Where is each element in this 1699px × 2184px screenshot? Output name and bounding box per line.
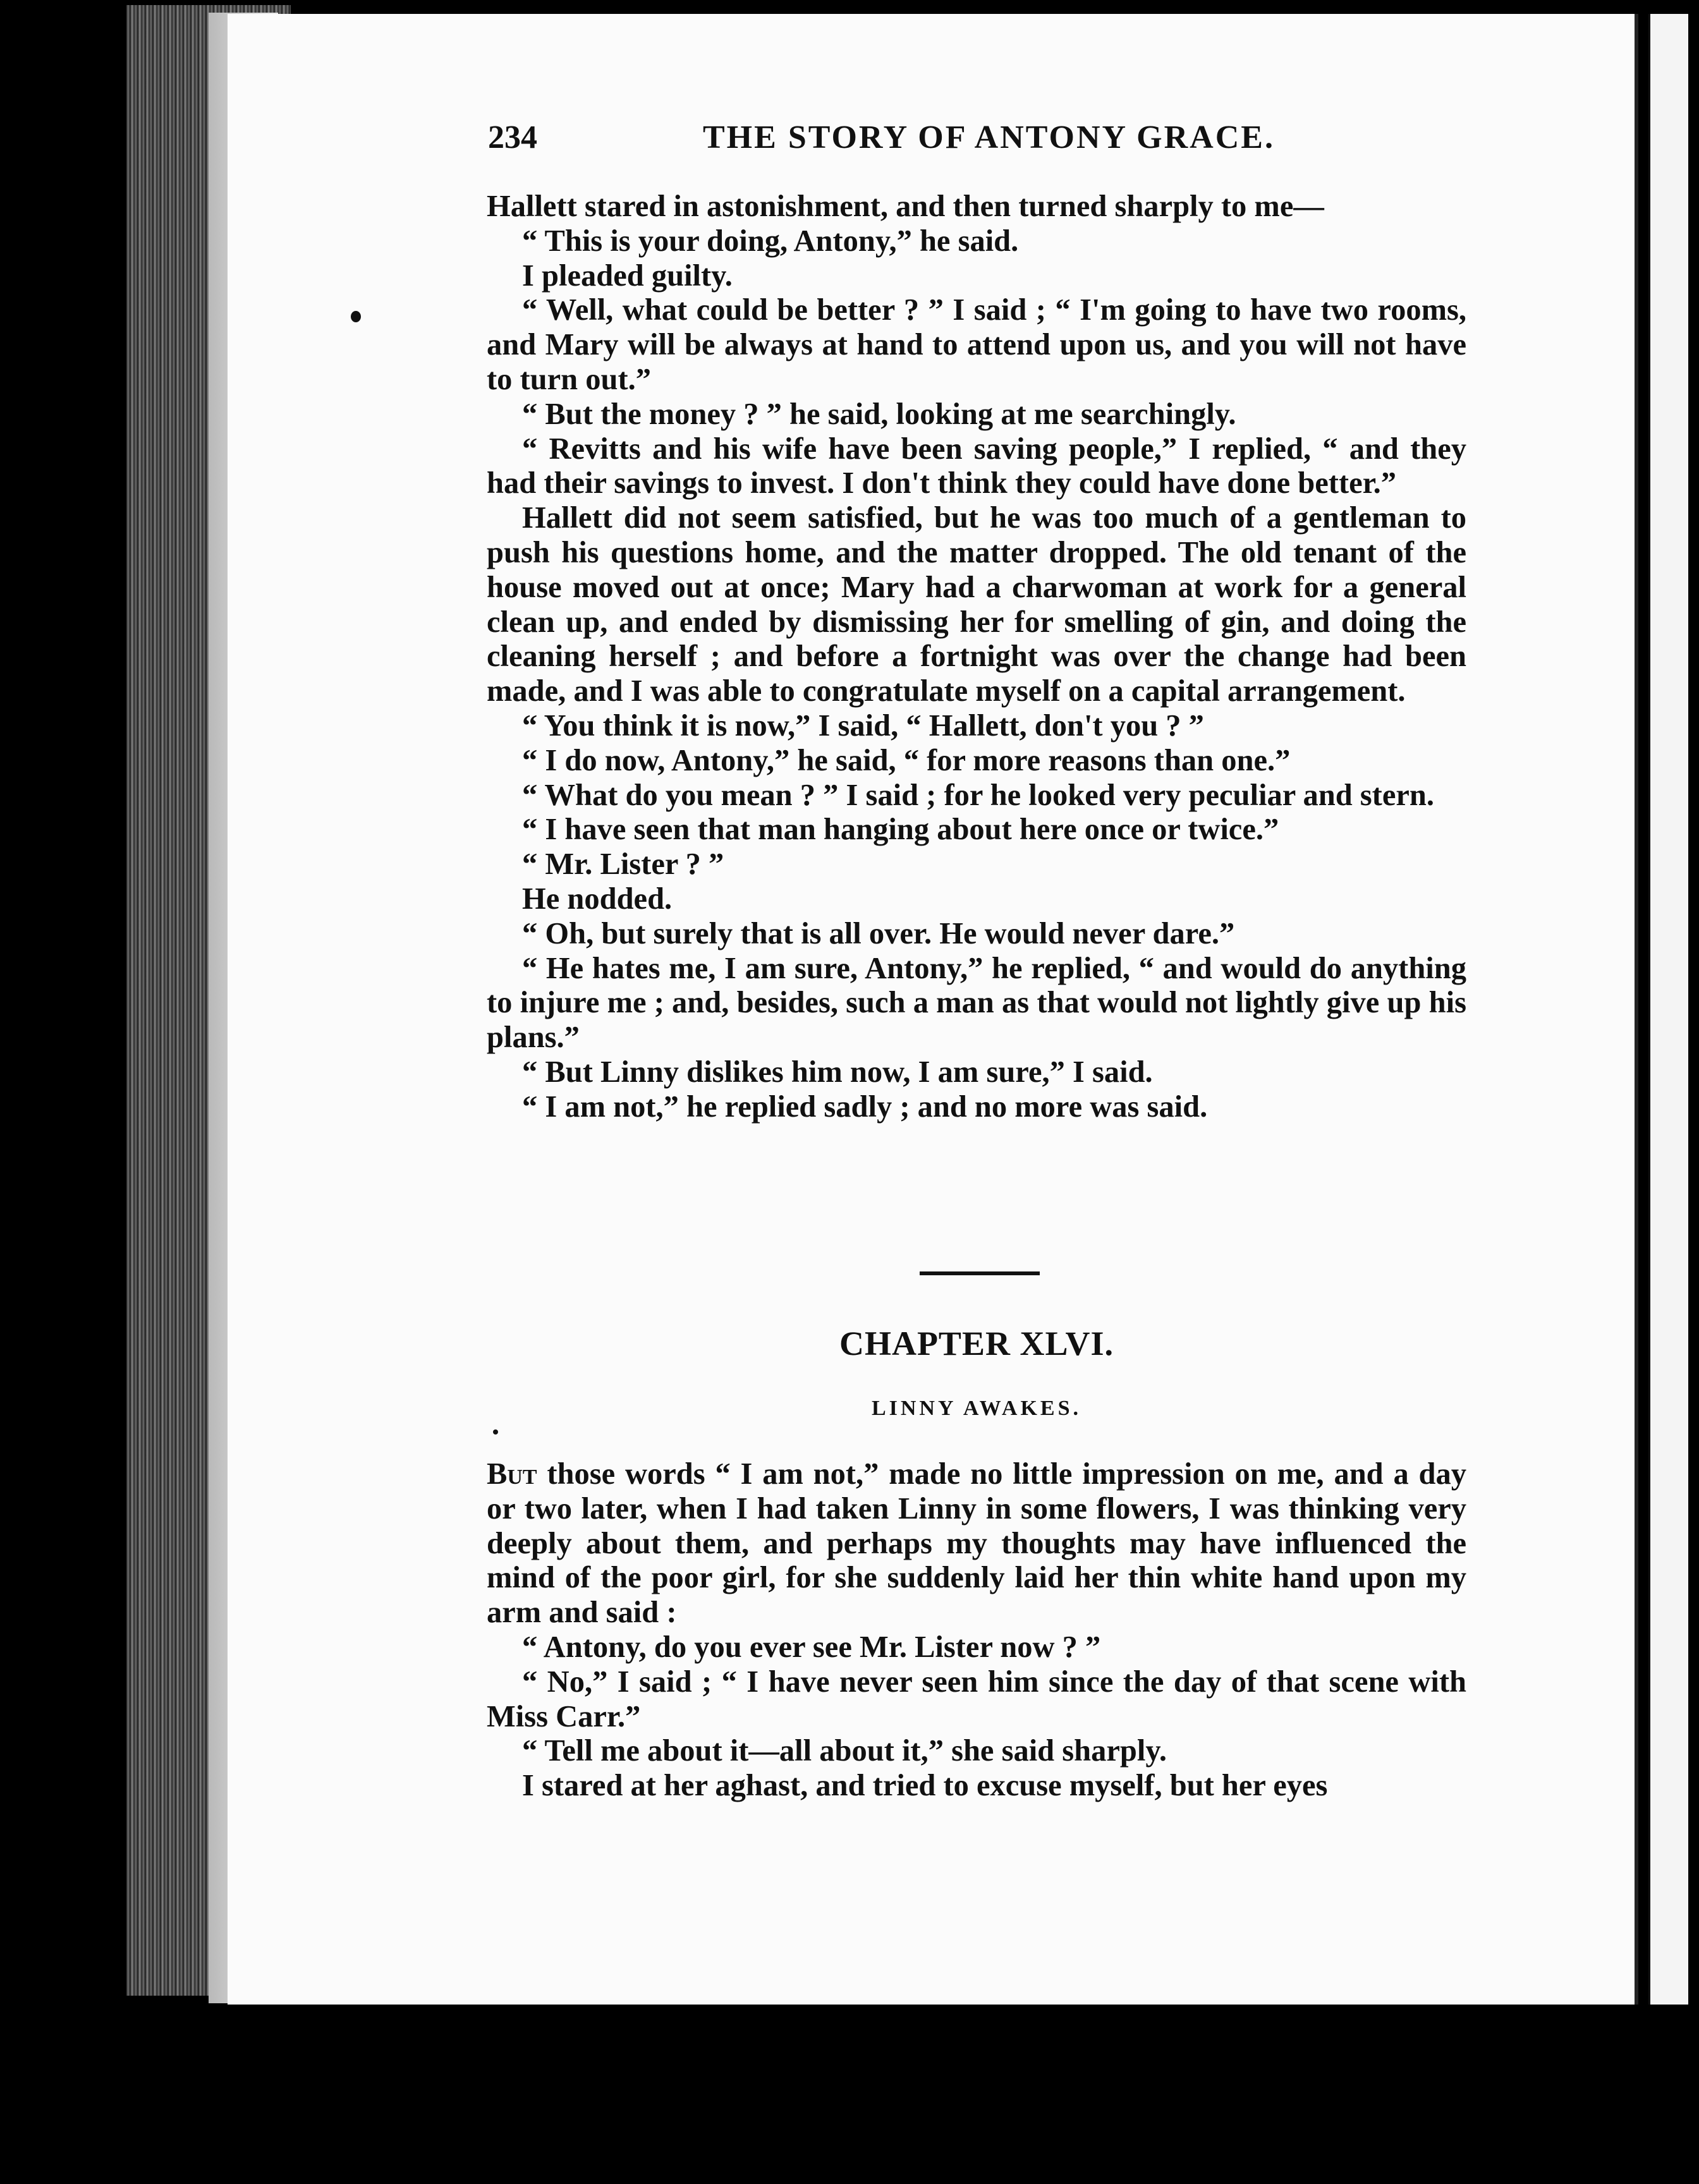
paragraph: Hallett stared in astonishment, and then turned sharply to me— [487,190,1324,223]
margin-speck [493,1429,498,1435]
section-rule [920,1271,1040,1275]
paragraph: “ You think it is now,” I said, “ Hallett, don't you ? ” [522,708,1204,743]
running-head: THE STORY OF ANTONY GRACE. [703,119,1275,155]
gutter [1635,14,1638,2005]
paragraph: He nodded. [522,882,673,916]
opening-word: But [487,1457,537,1491]
paragraph: “ Revitts and his wife have been saving people,” I replied, “ and they had their savings to invest. I don't think they could have done better.” [487,432,1466,500]
paragraph: “ This is your doing, Antony,” he said. [522,224,1019,258]
margin-speck [351,311,361,322]
page-header [488,119,1461,169]
paragraph: “ But Linny dislikes him now, I am sure,” I said. [522,1055,1153,1089]
facing-page-edge [1648,14,1688,2005]
paragraph: “ I am not,” he replied sadly ; and no more was said. [522,1089,1208,1124]
paragraph: I stared at her aghast, and tried to excuse myself, but her eyes [522,1769,1328,1803]
paragraph: “ What do you mean ? ” I said ; for he looked very peculiar and stern. [522,778,1434,812]
body-text-bottom [487,1457,1466,1804]
paragraph: “ I do now, Antony,” he said, “ for more reasons than one.” [522,743,1291,777]
opening-paragraph [487,1457,1466,1630]
paragraph: “ No,” I said ; “ I have never seen him since the day of that scene with Miss Carr.” [487,1665,1466,1733]
paragraph: “ He hates me, I am sure, Antony,” he replied, “ and would do anything to injure me ; and, besides, such a man as that would not lightly give up his plans.” [487,951,1466,1055]
opening-paragraph-text: those words “ I am not,” made no little impression on me, and a day or two later, when I had taken Linny in some flowers, I was thinking very deeply about them, and perhaps my thoughts may have influenced the mind of the poor girl, for she suddenly laid her thin white hand upon my arm and said : [487,1457,1466,1630]
paragraph: “ I have seen that man hanging about here once or twice.” [522,813,1279,847]
chapter-title: CHAPTER XLVI. [839,1325,1114,1362]
page-number: 234 [488,119,537,155]
paragraph: Hallett did not seem satisfied, but he was too much of a gentleman to push his questions home, and the matter dropped. The old tenant of the house moved out at once; Mary had a charwoman at work for a general clean up, and ended by dismissing her for smelling of gin, and doing the cleaning herself ; and before a fortnight was over the change had been made, and I was able to congratulate myself on a capital arrangement. [487,501,1466,708]
paragraph: “ Tell me about it—all about it,” she said sharply. [522,1734,1167,1768]
paragraph: “ Oh, but surely that is all over. He would never dare.” [522,916,1235,950]
paragraph: “ Mr. Lister ? ” [522,847,724,882]
body-text-top [487,190,1466,1125]
chapter-subtitle: LINNY AWAKES. [871,1397,1082,1420]
paragraph: “ But the money ? ” he said, looking at me searchingly. [522,397,1236,431]
paragraph: I pleaded guilty. [522,258,733,293]
paragraph: “ Antony, do you ever see Mr. Lister now ? ” [522,1630,1101,1664]
paragraph: “ Well, what could be better ? ” I said ; “ I'm going to have two rooms, and Mary will be always at hand to attend upon us, and you will not have to turn out.” [487,293,1466,396]
